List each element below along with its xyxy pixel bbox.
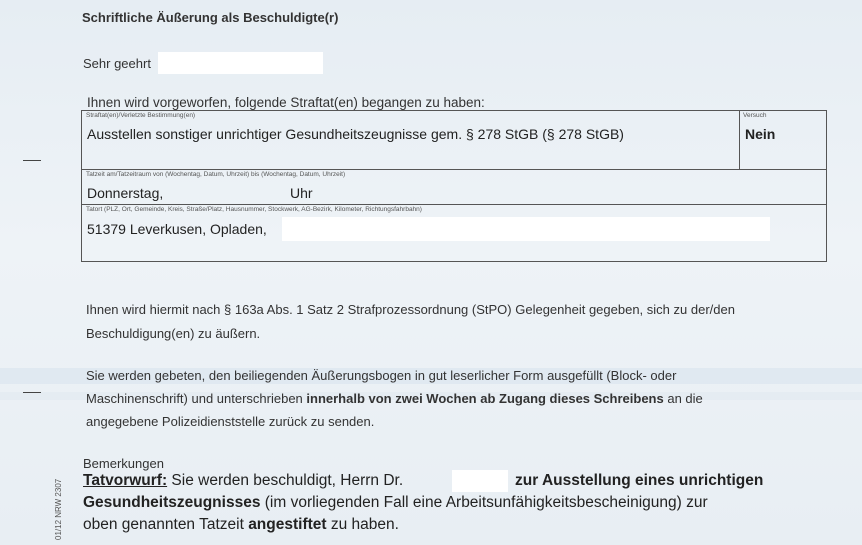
remarks-line-2-text: (im vorliegenden Fall eine Arbeitsunfähigkeitsbescheinigung) zur (260, 494, 708, 511)
margin-fold-mark (23, 392, 41, 393)
time-day: Donnerstag, (87, 185, 164, 201)
request-line-2-end: an die (663, 391, 703, 406)
table-divider (739, 111, 740, 169)
attempt-label: Versuch (743, 112, 767, 119)
remarks-line-2-bold: Gesundheitszeugnisses (83, 494, 261, 511)
accusation-intro: Ihnen wird vorgeworfen, folgende Straftat(en) begangen zu haben: (87, 95, 485, 110)
remarks-line-3-bold: angestiftet (248, 516, 327, 533)
table-divider (82, 169, 826, 170)
attempt-value: Nein (745, 126, 776, 142)
tatvorwurf-label: Tatvorwurf: (83, 472, 168, 489)
remarks-label: Bemerkungen (83, 456, 164, 471)
redaction-box (158, 52, 323, 74)
redaction-box (282, 217, 770, 241)
remarks-line-3-start: oben genannten Tatzeit (83, 516, 249, 533)
request-line-3: angegebene Polizeidienststelle zurück zu senden. (86, 414, 375, 429)
time-unit: Uhr (290, 185, 313, 201)
table-divider (82, 204, 826, 205)
document-heading: Schriftliche Äußerung als Beschuldigte(r) (82, 10, 339, 25)
remarks-line-1 (83, 472, 403, 490)
place-value: 51379 Leverkusen, Opladen, (87, 221, 267, 237)
offense-table (81, 110, 827, 262)
remarks-line-1-text: Sie werden beschuldigt, Herrn Dr. (167, 472, 404, 489)
notice-line-2: Beschuldigung(en) zu äußern. (86, 326, 261, 341)
time-label: Tatzeit am/Tatzeitraum von (Wochentag, Datum, Uhrzeit) bis (Wochentag, Datum, Uhrzeit) (86, 171, 346, 178)
remarks-line-3 (83, 516, 399, 534)
request-line-2 (86, 391, 703, 406)
salutation: Sehr geehrt (83, 56, 151, 71)
remarks-line-1-bold: zur Ausstellung eines unrichtigen (515, 472, 764, 489)
margin-fold-mark (23, 160, 41, 161)
place-label: Tatort (PLZ, Ort, Gemeinde, Kreis, Straße/Platz, Hausnummer, Stockwerk, AG-Bezirk, Kilometer, Richtungsfahrbahn) (86, 206, 422, 213)
deadline-text: innerhalb von zwei Wochen ab Zugang dieses Schreibens (306, 391, 664, 406)
remarks-line-2 (83, 494, 708, 512)
request-line-2-start: Maschinenschrift) und unterschrieben (86, 391, 307, 406)
request-line-1: Sie werden gebeten, den beiliegenden Äußerungsbogen in gut leserlicher Form ausgefüllt (Block- oder (86, 368, 677, 383)
notice-line-1: Ihnen wird hiermit nach § 163a Abs. 1 Satz 2 Strafprozessordnung (StPO) Gelegenheit gegeben, sich zu der/den (86, 302, 735, 317)
form-code: 01/12 NRW 2307 (54, 478, 63, 540)
offense-value: Ausstellen sonstiger unrichtiger Gesundheitszeugnisse gem. § 278 StGB (§ 278 StGB) (87, 126, 624, 142)
offense-label: Straftat(en)/Verletzte Bestimmung(en) (86, 112, 196, 119)
remarks-line-3-end: zu haben. (326, 516, 399, 533)
redaction-box (452, 470, 508, 492)
